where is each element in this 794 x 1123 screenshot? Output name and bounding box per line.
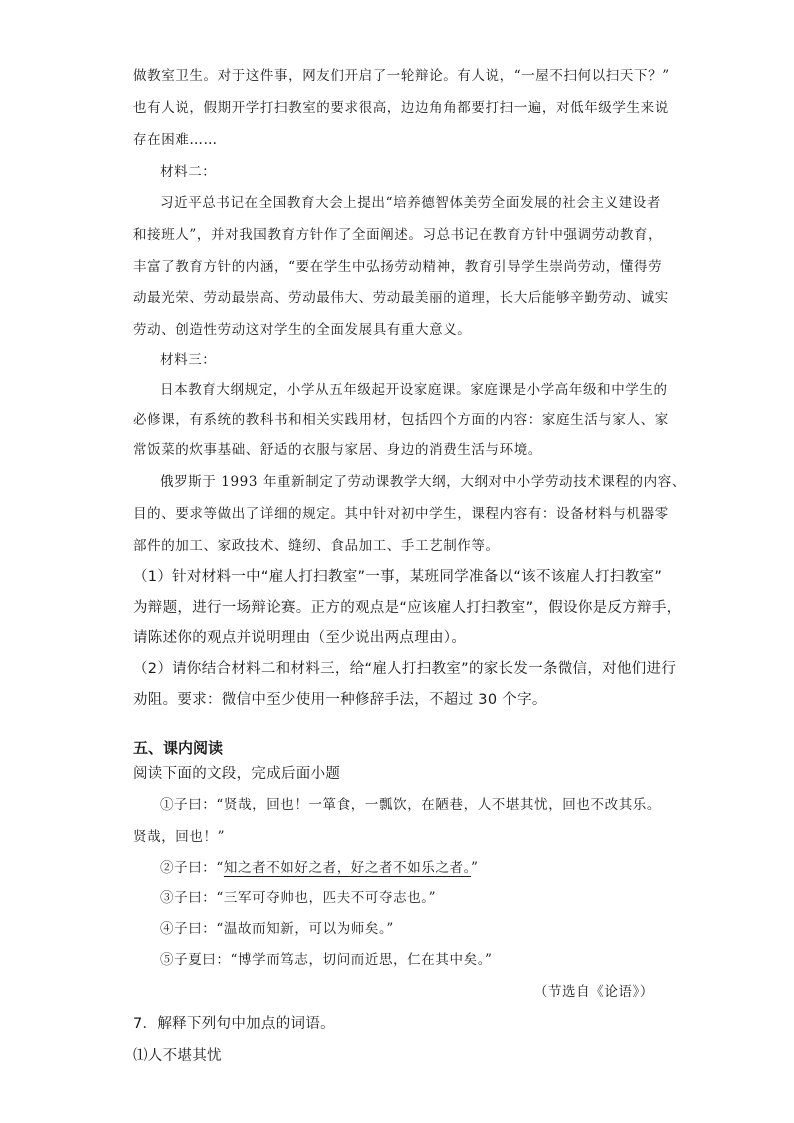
material2-title: 材料二：: [160, 164, 217, 180]
question2-line: （2）请你结合材料二和材料三，给“雇人打扫教室”的家长发一条微信，对他们进行: [133, 661, 677, 677]
material3-line: 目的、要求等做出了详细的规定。其中针对初中学生，课程内容有：设备材料与机器零: [133, 506, 669, 522]
material2-line: 丰富了教育方针的内涵，“要在学生中弘扬劳动精神，教育引导学生崇尚劳动，懂得劳: [133, 259, 663, 275]
passage-line: 存在困难……: [133, 132, 218, 148]
analects-item-2-underlined: 知之者不如好之者，好之者不如乐之者。: [223, 860, 471, 876]
section-heading: 五、课内阅读: [133, 739, 224, 757]
material3-line: 日本教育大纲规定，小学从五年级起开设家庭课。家庭课是小学高年级和中学生的: [160, 382, 668, 398]
analects-item-2-suffix: ”: [470, 860, 479, 876]
analects-item-1-cont: 贤哉，回也！”: [133, 829, 226, 845]
material2-line: 习近平总书记在全国教育大会上提出“培养德智体美劳全面发展的社会主义建设者: [160, 195, 662, 211]
question1-line: （1）针对材料一中“雇人打扫教室”一事，某班同学准备以“该不该雇人打扫教室”: [133, 569, 663, 585]
material3-line: 常饭菜的炊事基础、舒适的衣服与家居、身边的消费生活与环境。: [133, 442, 542, 458]
analects-item-2-prefix: ②子曰：“: [160, 860, 224, 876]
material3-title: 材料三：: [160, 352, 217, 368]
material3-line: 部件的加工、家政技术、缝纫、食品加工、手工艺制作等。: [133, 538, 500, 554]
material2-line: 和接班人”，并对我国教育方针作了全面阐述。习总书记在教育方针中强调劳动教育，: [133, 227, 663, 243]
analects-item-3: ③子曰：“三军可夺帅也，匹夫不可夺志也。”: [160, 890, 437, 906]
question2-line: 劝阻。要求：微信中至少使用一种修辞手法，不超过 30 个字。: [133, 692, 547, 708]
passage-line: 做教室卫生。对于这件事，网友们开启了一轮辩论。有人说，“一屋不扫何以扫天下？”: [133, 68, 670, 84]
material3-line: 俄罗斯于 1993 年重新制定了劳动课教学大纲，大纲对中小学劳动技术课程的内容、: [160, 474, 686, 490]
material2-line: 劳动、创造性劳动这对学生的全面发展具有重大意义。: [133, 322, 472, 338]
analects-item-2: [160, 858, 478, 878]
analects-item-5: ⑤子夏曰：“博学而笃志，切问而近思，仁在其中矣。”: [160, 952, 493, 968]
source-note: （节选自《论语》）: [533, 984, 654, 1000]
analects-item-1: ①子曰：“贤哉，回也！一箪食，一瓢饮，在陋巷，人不堪其忧，回也不改其乐。: [160, 797, 662, 813]
material2-line: 动最光荣、劳动最崇高、劳动最伟大、劳动最美丽的道理，长大后能够辛勤劳动、诚实: [133, 290, 669, 306]
passage-line: 也有人说，假期开学打扫教室的要求很高，边边角角都要打扫一遍，对低年级学生来说: [133, 100, 669, 116]
analects-item-4: ④子曰：“温故而知新，可以为师矣。”: [160, 921, 394, 937]
material3-line: 必修课，有系统的教科书和相关实践用材，包括四个方面的内容：家庭生活与家人、家: [133, 412, 669, 428]
question7-sub1: ⑴人不堪其忧: [133, 1048, 222, 1064]
question1-line: 为辩题，进行一场辩论赛。正方的观点是“应该雇人打扫教室”，假设你是反方辩手，: [133, 600, 682, 616]
section-instruction: 阅读下面的文段，完成后面小题: [133, 766, 341, 782]
question1-line: 请陈述你的观点并说明理由（至少说出两点理由）。: [133, 630, 467, 646]
question7-stem: 7．解释下列句中加点的词语。: [133, 1016, 335, 1032]
